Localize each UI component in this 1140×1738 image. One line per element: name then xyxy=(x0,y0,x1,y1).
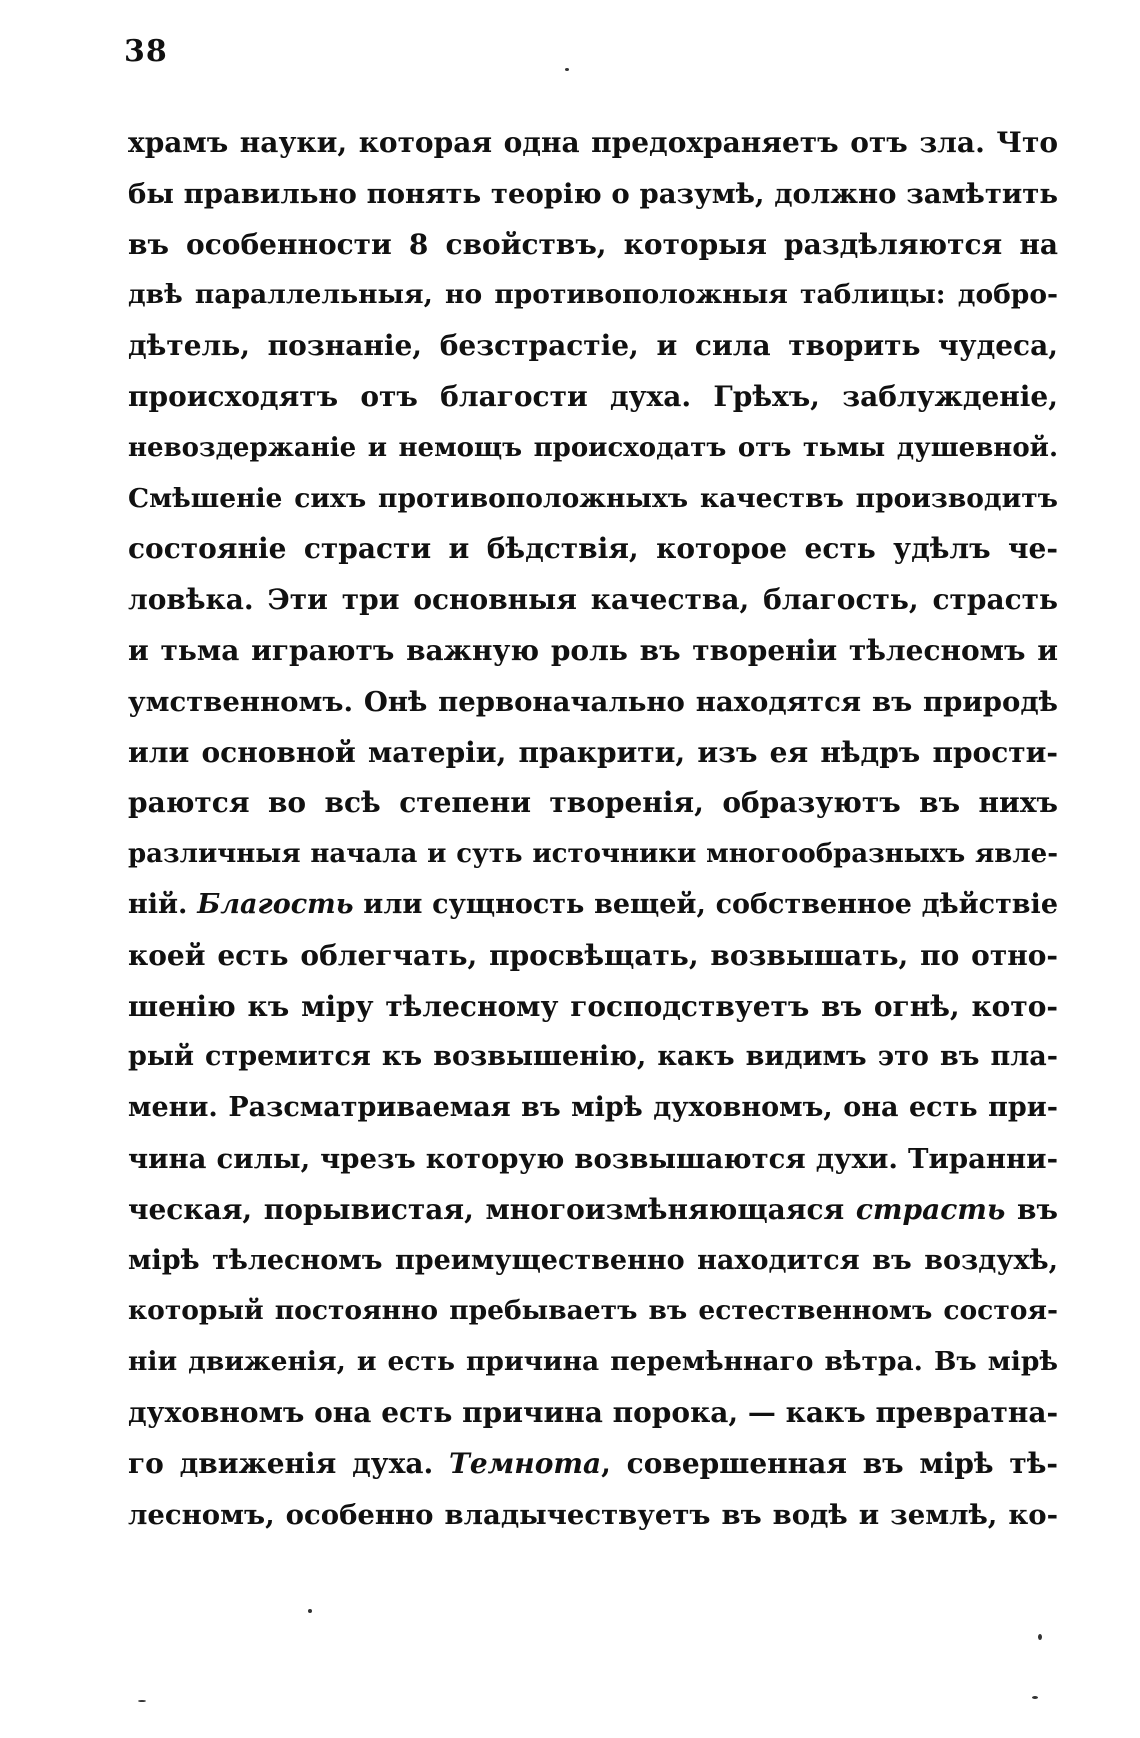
text-segment: , совершенная въ мірѣ тѣ- xyxy=(601,1446,1058,1480)
ink-speck xyxy=(565,68,569,71)
text-segment: или основной матеріи, пракрити, изъ ея нѣдръ прости- xyxy=(128,735,1058,769)
text-line xyxy=(128,677,1058,728)
text-line xyxy=(128,220,1058,271)
text-segment: происходятъ отъ благости духа. Грѣхъ, заблужденіе, xyxy=(128,379,1058,413)
text-segment: и тьма играютъ важную роль въ твореніи тѣлесномъ и xyxy=(128,633,1058,667)
text-line xyxy=(128,1439,1058,1490)
text-segment: мени. Разсматриваемая въ мірѣ духовномъ, она есть при- xyxy=(128,1092,1058,1124)
text-segment: различныя начала и суть источники многообразныхъ явле- xyxy=(128,839,1058,870)
text-segment: ніи движенія, и есть причина перемѣннаго вѣтра. Въ мірѣ xyxy=(128,1346,1058,1378)
text-segment: ловѣка. Эти три основныя качества, благость, страсть xyxy=(128,583,1058,617)
text-line xyxy=(128,1083,1058,1134)
text-segment: мірѣ тѣлесномъ преимущественно находится въ воздухѣ, xyxy=(128,1244,1058,1276)
text-segment: ческая, порывистая, многоизмѣняющаяся xyxy=(128,1192,856,1226)
text-segment: шенію къ міру тѣлесному господствуетъ въ огнѣ, кото- xyxy=(128,989,1058,1023)
text-line xyxy=(128,1490,1058,1541)
text-line xyxy=(128,169,1058,220)
text-segment: духовномъ она есть причина порока, — какъ превратна- xyxy=(128,1395,1058,1429)
text-segment: го движенія духа. xyxy=(128,1446,450,1480)
text-segment: Смѣшеніе сихъ противоположныхъ качествъ производитъ xyxy=(128,482,1058,514)
text-segment: рый стремится къ возвышенію, какъ видимъ это въ пла- xyxy=(128,1041,1058,1073)
italic-term: Темнота xyxy=(449,1446,602,1480)
text-line xyxy=(128,1032,1058,1083)
text-segment: чина силы, чрезъ которую возвышаются духи. Тиранни- xyxy=(128,1142,1058,1175)
italic-term: Благость xyxy=(197,888,354,920)
text-line xyxy=(128,372,1058,423)
text-segment: коей есть облегчать, просвѣщать, возвышать, по отно- xyxy=(128,938,1058,972)
text-segment: или сущность вещей, собственное дѣйствіе xyxy=(353,888,1058,920)
ink-speck xyxy=(308,1609,312,1613)
text-line xyxy=(128,728,1058,779)
text-line xyxy=(128,829,1058,880)
text-line xyxy=(128,1388,1058,1439)
text-segment: умственномъ. Онѣ первоначально находятся въ природѣ xyxy=(128,685,1058,718)
page-number: 38 xyxy=(124,34,168,69)
text-line xyxy=(128,1337,1058,1388)
text-line xyxy=(128,321,1058,372)
text-segment: дѣтель, познаніе, безстрастіе, и сила творить чудеса, xyxy=(128,329,1058,363)
text-line xyxy=(128,982,1058,1033)
text-segment: ній. xyxy=(128,888,198,920)
ink-speck xyxy=(1038,1634,1042,1640)
text-line xyxy=(128,575,1058,626)
text-segment: невоздержаніе и немощъ происходатъ отъ тьмы душевной. xyxy=(128,432,1058,463)
text-segment: состояніе страсти и бѣдствія, которое есть удѣлъ че- xyxy=(128,532,1058,566)
text-line xyxy=(128,778,1058,829)
text-line xyxy=(128,270,1058,321)
body-text xyxy=(128,118,1058,1540)
text-segment: который постоянно пребываетъ въ естественномъ состоя- xyxy=(128,1295,1058,1327)
ink-speck xyxy=(138,1700,146,1702)
text-line xyxy=(128,626,1058,677)
text-segment: раются во всѣ степени творенія, образуютъ въ нихъ xyxy=(128,786,1058,820)
text-segment: храмъ науки, которая одна предохраняетъ отъ зла. Что xyxy=(128,126,1058,159)
text-line xyxy=(128,423,1058,474)
text-line xyxy=(128,1286,1058,1337)
text-segment: двѣ параллельныя, но противоположныя таблицы: добро- xyxy=(128,279,1058,311)
text-line xyxy=(128,931,1058,982)
text-line xyxy=(128,118,1058,169)
ink-speck xyxy=(1032,1696,1038,1699)
text-segment: въ xyxy=(1005,1192,1058,1226)
text-line xyxy=(128,474,1058,525)
text-line xyxy=(128,880,1058,931)
italic-term: страсть xyxy=(855,1192,1006,1226)
text-segment: лесномъ, особенно владычествуетъ въ водѣ и землѣ, ко- xyxy=(128,1498,1058,1531)
text-line xyxy=(128,1134,1058,1185)
text-segment: въ особенности 8 свойствъ, которыя раздѣляются на xyxy=(128,227,1058,261)
text-line xyxy=(128,524,1058,575)
text-line xyxy=(128,1185,1058,1236)
text-line xyxy=(128,1236,1058,1287)
text-segment: бы правильно понять теорію о разумѣ, должно замѣтить xyxy=(128,177,1058,210)
